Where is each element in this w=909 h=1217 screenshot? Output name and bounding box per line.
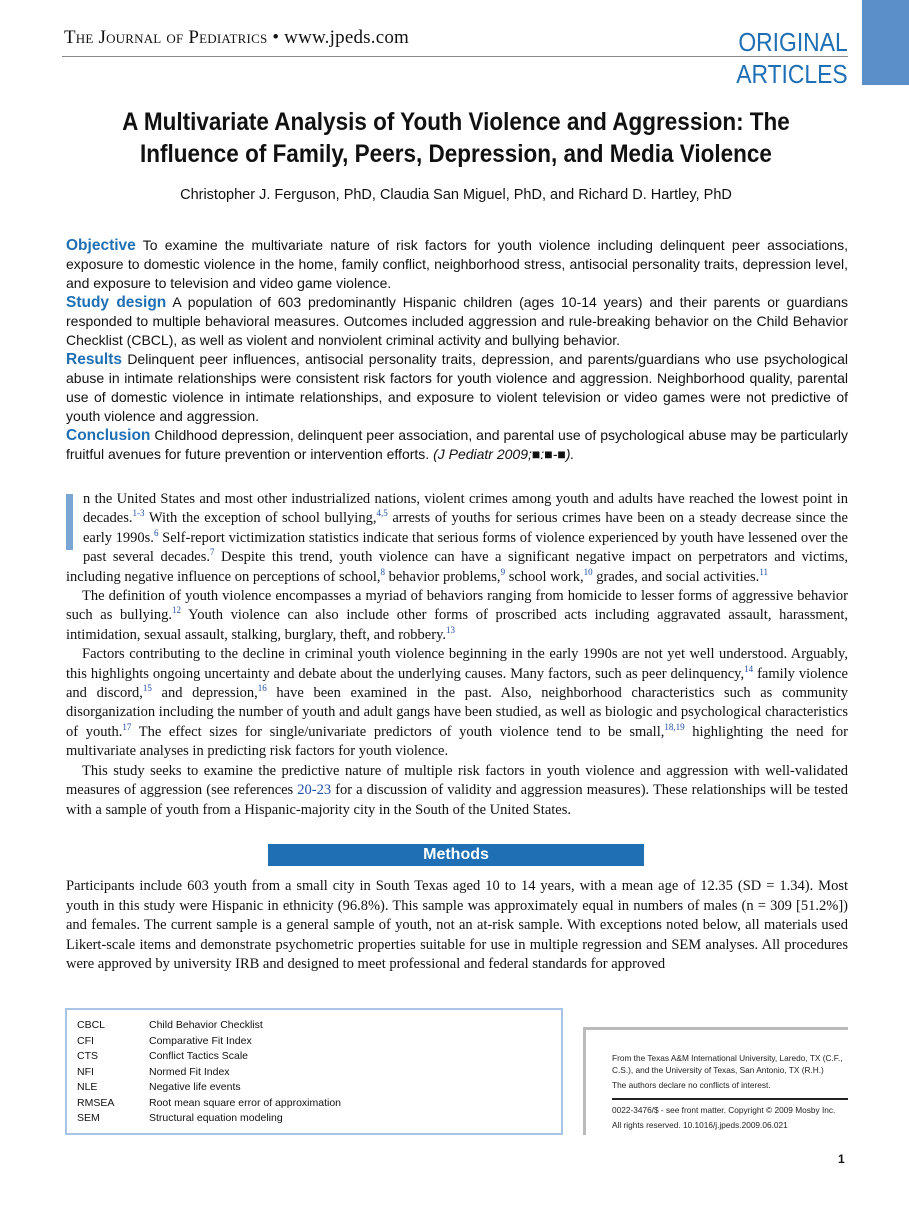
article-title: A Multivariate Analysis of Youth Violence and Aggression: The Influence of Family, Peers, Depression, and Media Violence (122, 108, 790, 168)
abstract-objective (66, 236, 848, 293)
section-line-1: ORIGINAL (738, 27, 848, 57)
abstract-text: A population of 603 predominantly Hispanic children (ages 10-14 years) and their parents or guardians responded to multiple behavioral measures. Outcomes included aggression and rule-breaking behavior on the Child Behavior Checklist (CBCL), as well as violent and nonviolent criminal activity and bullying behavior. (66, 294, 848, 348)
header-rule (62, 56, 848, 57)
reference-link[interactable]: 18,19 (664, 721, 685, 732)
abbreviation-row (77, 1096, 551, 1112)
text-run: have been examined in the past. Also, neighborhood characteristics such as community disorganization including the number of youth and adult gangs have been studied, as well as biologic and psychological characteristics of youth. (66, 685, 849, 740)
reference-link[interactable]: 10 (583, 566, 593, 577)
text-run: Factors contributing to the decline in criminal youth violence beginning in the early 1990s are not yet well understood. Arguably, this highlights ongoing uncertainty and debate about the underlying causes. Many factors, such as peer delinquency, (66, 646, 848, 682)
methods-paragraph: Participants include 603 youth from a small city in South Texas aged 10 to 14 years, with a mean age of 12.35 (SD = 1.34). Most youth in this study were Hispanic in ethnicity (96.8%). This sample was approximately equal in numbers of males (n = 309 [51.2%]) and females. The current sample is a general sample of youth, not an at-risk sample. With exceptions noted below, all materials used Likert-scale items and demonstrate psychometric properties suitable for use in multiple regression and SEM analyses. All procedures were approved by university IRB and designed to meet professional and federal standards for approved (66, 878, 848, 973)
abbreviation-definition: Root mean square error of approximation (149, 1096, 342, 1109)
conflicts-statement: The authors declare no conflicts of interest. (612, 1080, 771, 1090)
abbreviation: CTS (77, 1050, 98, 1062)
reference-link[interactable]: 9 (500, 566, 506, 577)
abstract (66, 236, 848, 464)
journal-header (64, 27, 409, 49)
text-run: This study seeks to examine the predictive nature of multiple risk factors in youth violence and aggression with well-validated measures of aggression (see references (66, 762, 848, 799)
abbreviation-row (77, 1111, 551, 1127)
doi: All rights reserved. 10.1016/j.jpeds.2009.06.021 (612, 1120, 788, 1130)
authors: Christopher J. Ferguson, PhD, Claudia San Miguel, PhD, and Richard D. Hartley, PhD (180, 187, 732, 203)
divider (612, 1098, 848, 1100)
abbreviation-row (77, 1034, 551, 1050)
journal-url[interactable]: www.jpeds.com (284, 27, 410, 48)
text-run: With the exception of school bullying, (144, 510, 377, 527)
abbreviation-definition: Normed Fit Index (149, 1065, 230, 1078)
abbreviation-row (77, 1018, 551, 1034)
text-run: for a discussion of validity and aggression measures). These relationships will be tested with a sample of youth from a Hispanic-majority city in the South of the United States. (66, 782, 848, 818)
abbreviation-row (77, 1065, 551, 1081)
abstract-heading: Conclusion (66, 427, 151, 444)
abbreviation: CFI (77, 1034, 94, 1047)
text-run: Youth violence can also include other forms of proscribed acts including aggravated assault, harassment, intimidation, sexual assault, stalking, burglary, theft, and robbery. (66, 607, 848, 643)
section-line-2: ARTICLES (736, 59, 848, 89)
section-label (737, 26, 848, 90)
reference-link[interactable]: 16 (257, 683, 267, 694)
affiliation-box (583, 1027, 848, 1135)
reference-link[interactable]: 17 (122, 721, 132, 732)
abbreviation-definition: Comparative Fit Index (149, 1034, 252, 1047)
abbreviation: RMSEA (77, 1096, 115, 1109)
reference-link[interactable]: 13 (446, 624, 456, 635)
page-number: 1 (838, 1152, 845, 1166)
abstract-heading: Results (66, 351, 122, 368)
abbreviation: CBCL (77, 1019, 106, 1031)
abstract-heading: Objective (66, 237, 136, 254)
abbreviation: SEM (77, 1112, 100, 1124)
abbreviation: NFI (77, 1065, 94, 1078)
reference-link[interactable]: 11 (759, 566, 768, 577)
text-run: n the United States and most other industrialized nations, violent crimes among youth and adults have reached the lowest point in decades. (83, 491, 848, 527)
affiliation-text: From the Texas A&M International University, Laredo, TX (C.F., C.S.), and the University of Texas, San Antonio, TX (R.H.) (612, 1053, 843, 1075)
body-paragraph (66, 645, 848, 761)
methods-heading: Methods (268, 844, 644, 866)
bullet: • (272, 27, 280, 48)
text-run: grades, and social activities. (592, 568, 760, 585)
reference-link[interactable]: 12 (172, 605, 182, 616)
reference-link[interactable]: 1-3 (132, 508, 145, 519)
reference-link[interactable]: 15 (142, 683, 152, 694)
abstract-study-design (66, 293, 848, 350)
reference-link[interactable]: 6 (153, 527, 159, 538)
abbreviation-row (77, 1080, 551, 1096)
text-run: Despite this trend, youth violence can have a significant negative impact on perpetrators and victims, including negative influence on perceptions of school, (66, 549, 848, 585)
abbreviation-row (77, 1049, 551, 1065)
abstract-heading: Study design (66, 294, 167, 311)
drop-cap (66, 494, 73, 550)
abstract-conclusion (66, 426, 848, 464)
text-run: behavior problems, (384, 568, 501, 585)
text-run: Self-report victimization statistics indicate that serious forms of violence experienced by youth have lessened over the past several decades. (83, 529, 848, 566)
text-run: school work, (505, 568, 584, 585)
reference-link[interactable]: 4,5 (376, 508, 388, 519)
text-run: The effect sizes for single/univariate predictors of youth violence tend to be small, (131, 723, 665, 740)
reference-link[interactable]: 7 (210, 547, 215, 558)
body-paragraph (66, 490, 848, 587)
abbreviation-definition: Child Behavior Checklist (149, 1019, 263, 1031)
abbreviations-box (65, 1008, 563, 1135)
reference-link[interactable]: 8 (380, 566, 385, 577)
text-run: highlighting the need for multivariate analyses in predicting risk factors for youth violence. (66, 723, 849, 760)
text-run: and depression, (151, 685, 258, 702)
abbreviation-definition: Conflict Tactics Scale (149, 1050, 249, 1062)
journal-name: The Journal of Pediatrics (64, 27, 268, 48)
section-tab (862, 0, 909, 85)
copyright: 0022-3476/$ - see front matter. Copyright © 2009 Mosby Inc. (612, 1104, 836, 1115)
abbreviation-definition: Negative life events (149, 1081, 241, 1093)
abstract-text: To examine the multivariate nature of risk factors for youth violence including delinquent peer associations, exposure to domestic violence in the home, family conflict, neighborhood stress, antisocial personality traits, depression level, and exposure to television and video game violence. (66, 237, 848, 291)
abstract-results (66, 350, 848, 426)
text-run: The definition of youth violence encompasses a myriad of behaviors ranging from homicide to lesser forms of aggressive behavior such as bullying. (66, 588, 848, 624)
abstract-text: Childhood depression, delinquent peer association, and parental use of psychological abuse may be particularly fruitful avenues for future prevention or intervention efforts. (66, 427, 848, 462)
text-run: arrests of youths for serious crimes have been on a steady decrease since the early 1990s. (83, 510, 848, 546)
body-paragraph (66, 762, 848, 820)
abstract-text: Delinquent peer influences, antisocial personality traits, depression, and parents/guardians who use psychological abuse in intimate relationships were consistent risk factors for youth violence and aggression. Neighborhood quality, parental use of domestic violence in intimate relationships, and exposure to violent television or video games were not predictive of youth violence and aggression. (66, 351, 848, 424)
reference-link[interactable]: 14 (744, 663, 754, 674)
reference-link[interactable]: 20-23 (297, 782, 332, 799)
citation: (J Pediatr 2009;■:■-■). (433, 446, 575, 462)
body-text (66, 490, 848, 820)
abbreviation: NLE (77, 1081, 98, 1093)
abbreviation-definition: Structural equation modeling (149, 1112, 283, 1124)
text-run: family violence and discord, (66, 665, 848, 702)
body-paragraph (66, 587, 848, 645)
